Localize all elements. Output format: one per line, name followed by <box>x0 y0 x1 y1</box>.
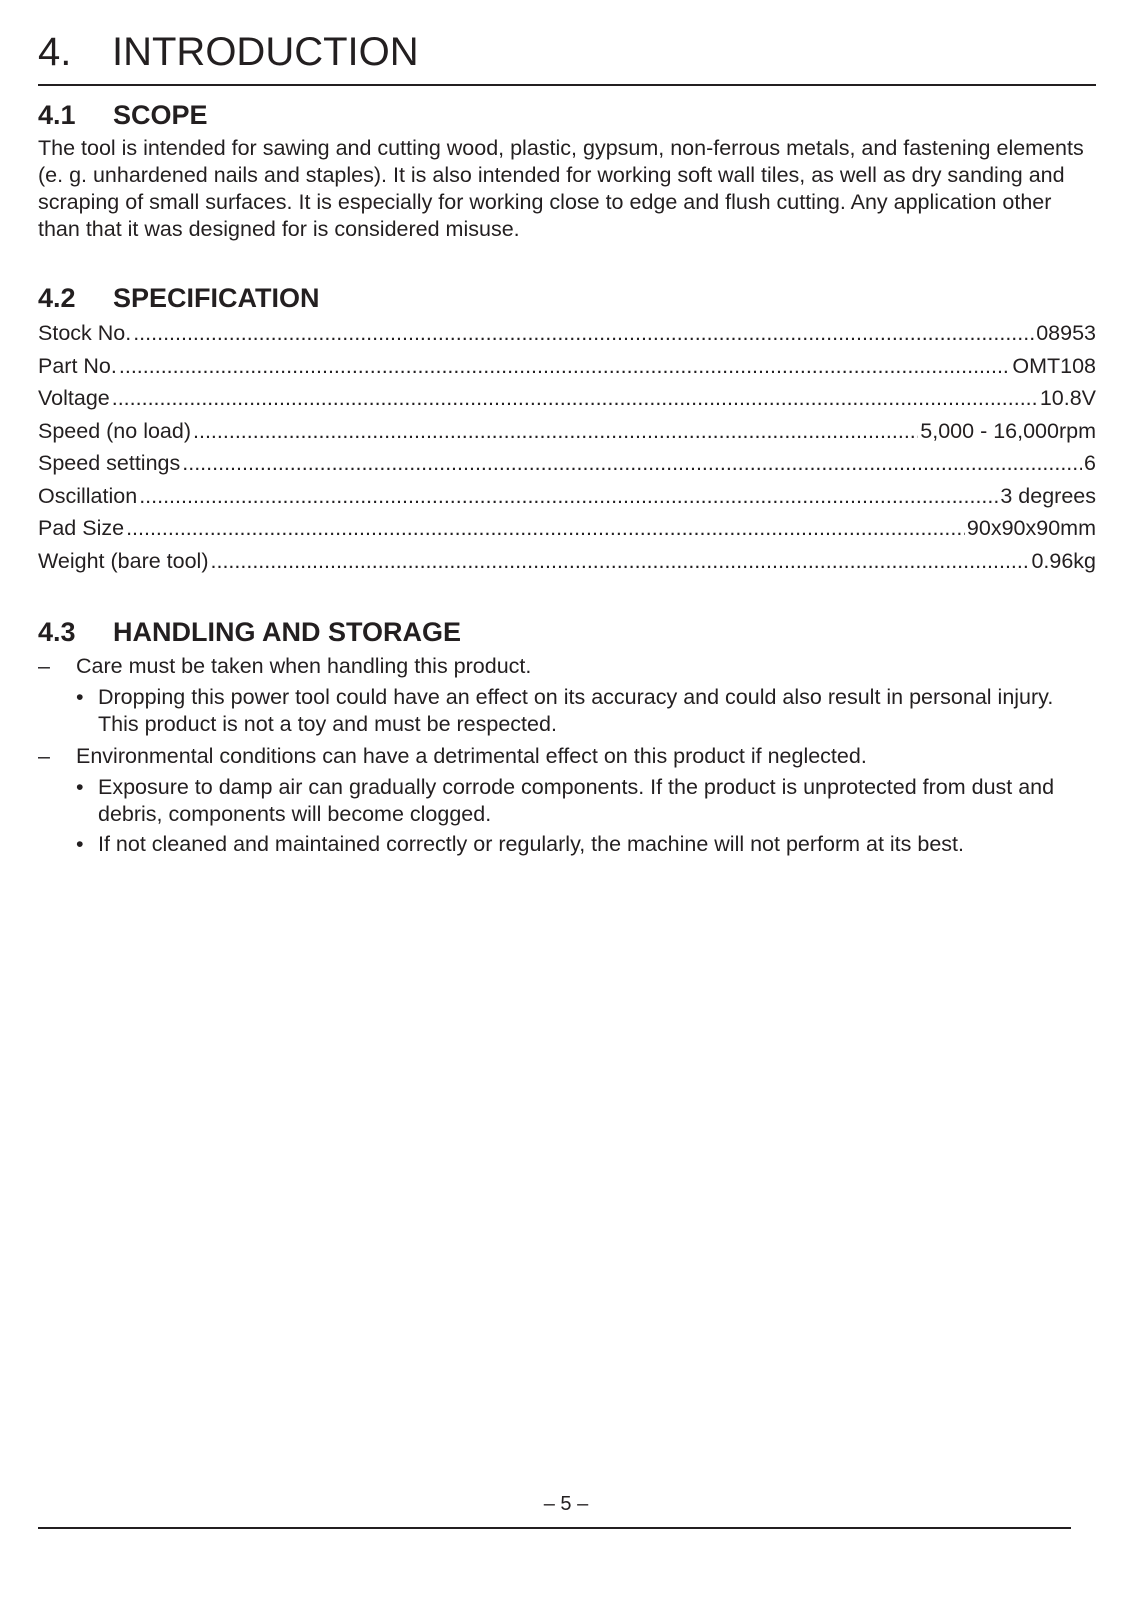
specification-heading-text: SPECIFICATION <box>113 283 320 313</box>
scope-number: 4.1 <box>38 100 76 130</box>
chapter-number: 4. <box>38 30 72 74</box>
scope-section <box>38 98 1096 243</box>
spec-label: Stock No. <box>38 321 132 345</box>
spec-row-oscillation <box>38 480 1096 513</box>
dash-marker: – <box>38 654 50 678</box>
spec-label: Speed settings <box>38 451 181 475</box>
bullet-marker: • <box>76 685 84 709</box>
dot-leader <box>139 480 998 513</box>
dot-leader <box>133 317 1034 350</box>
specification-table <box>38 317 1096 577</box>
list-item <box>38 651 1096 681</box>
bullet-marker: • <box>76 832 84 856</box>
scope-heading <box>38 98 1096 132</box>
spec-value: 90x90x90mm <box>966 516 1096 540</box>
handling-section <box>38 615 1096 858</box>
spec-label: Speed (no load) <box>38 418 191 443</box>
spec-row-speed-settings <box>38 447 1096 480</box>
list-item-text: Care must be taken when handling this product. <box>76 654 532 678</box>
sub-list-item-text: Dropping this power tool could have an effect on its accuracy and could also result in personal injury. This product is not a toy and must be respected. <box>98 685 1054 736</box>
dot-leader <box>112 382 1038 415</box>
handling-heading <box>38 615 1096 649</box>
dot-leader <box>182 447 1082 480</box>
spec-value: OMT108 <box>1012 353 1096 378</box>
bullet-marker: • <box>76 775 84 799</box>
spec-row-voltage <box>38 382 1096 415</box>
chapter-title-text: INTRODUCTION <box>112 30 419 74</box>
sub-list-item-text: If not cleaned and maintained correctly or regularly, the machine will not perform at its best. <box>98 832 964 856</box>
dash-marker: – <box>38 744 50 768</box>
dot-leader <box>211 545 1030 578</box>
spec-value: 10.8V <box>1039 386 1096 410</box>
spec-value: 08953 <box>1036 321 1096 345</box>
scope-paragraph: The tool is intended for sawing and cutting wood, plastic, gypsum, non-ferrous metals, and fastening elements (e. g. unhardened nails and staples). It is also intended for working soft wall tiles, as well as dry sanding and scraping of small surfaces. It is especially for working close to edge and flush cutting. Any application other than that it was designed for is considered misuse. <box>38 136 1084 241</box>
footer-divider <box>38 1527 1071 1529</box>
scope-heading-text: SCOPE <box>113 100 208 130</box>
sub-list-item <box>76 774 1096 828</box>
sub-list-item <box>76 831 1096 858</box>
spec-value: 5,000 - 16,000rpm <box>920 418 1096 443</box>
spec-value: 6 <box>1084 451 1096 475</box>
specification-heading <box>38 281 1096 315</box>
dot-leader <box>119 350 1010 383</box>
sub-list-item <box>76 684 1096 738</box>
spec-row-stock-no <box>38 317 1096 350</box>
spec-value: 3 degrees <box>1000 483 1096 508</box>
spec-label: Pad Size <box>38 516 125 540</box>
spec-label: Oscillation <box>38 483 138 508</box>
specification-number: 4.2 <box>38 283 76 313</box>
spec-row-weight <box>38 545 1096 578</box>
spec-row-part-no <box>38 350 1096 383</box>
specification-section <box>38 281 1096 577</box>
spec-label: Voltage <box>38 386 110 410</box>
manual-page <box>38 0 1096 861</box>
list-item <box>38 741 1096 771</box>
list-item-text: Environmental conditions can have a detrimental effect on this product if neglected. <box>76 744 867 768</box>
spec-label: Part No. <box>38 353 117 378</box>
spec-row-pad-size <box>38 512 1096 545</box>
page-number: – 5 – <box>543 1493 589 1515</box>
dot-leader <box>126 512 965 545</box>
handling-heading-text: HANDLING AND STORAGE <box>113 617 462 647</box>
handling-list <box>38 651 1096 858</box>
spec-value: 0.96kg <box>1031 548 1096 573</box>
dot-leader <box>193 415 918 448</box>
spec-label: Weight (bare tool) <box>38 548 209 573</box>
spec-row-speed-no-load <box>38 415 1096 448</box>
chapter-title <box>38 28 1096 86</box>
handling-number: 4.3 <box>38 617 76 647</box>
sub-list-item-text: Exposure to damp air can gradually corrode components. If the product is unprotected from dust and debris, components will become clogged. <box>98 775 1055 826</box>
